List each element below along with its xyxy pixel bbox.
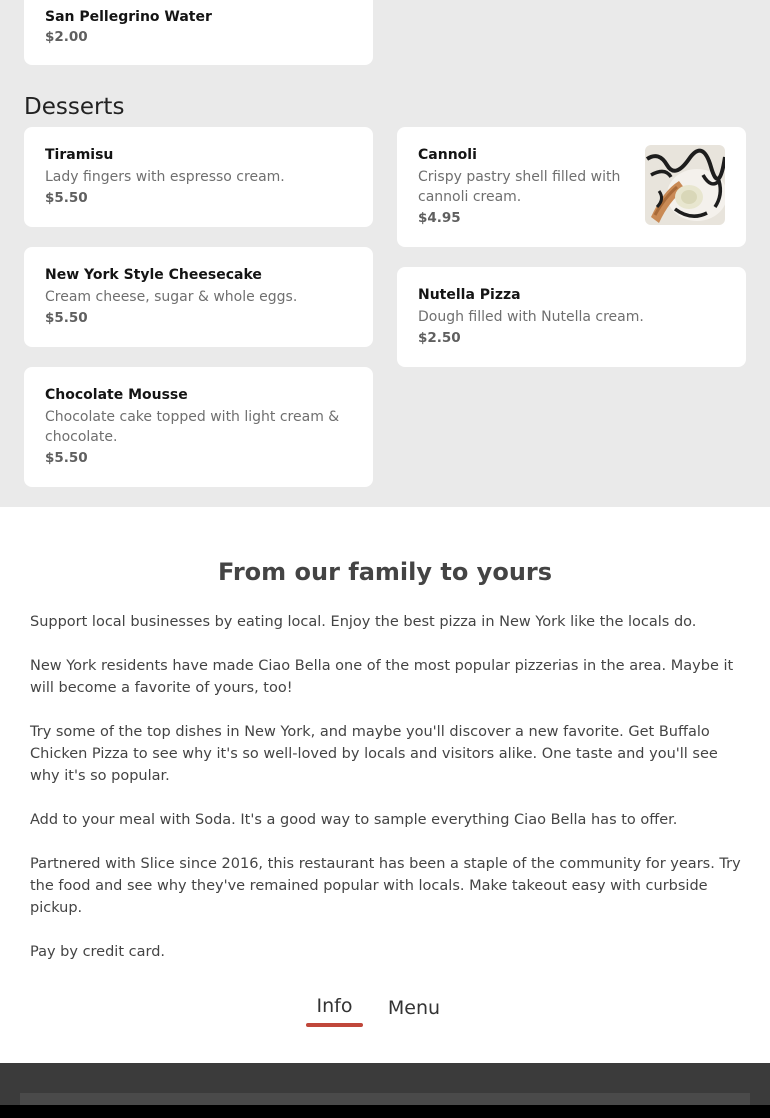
item-description: Chocolate cake topped with light cream & chocolate. — [45, 409, 340, 445]
menu-item-card[interactable] — [24, 127, 373, 227]
item-price: $5.50 — [45, 310, 88, 326]
about-section — [0, 507, 770, 1063]
item-description: Cream cheese, sugar & whole eggs. — [45, 289, 298, 305]
section-heading-desserts: Desserts — [24, 94, 125, 120]
item-description: Lady fingers with espresso cream. — [45, 169, 285, 185]
about-paragraph: Partnered with Slice since 2016, this restaurant has been a staple of the community for years. Try the food and see why they've remained popular with locals. Make takeout easy with curbside pickup. — [30, 856, 741, 916]
item-price: $4.95 — [418, 210, 461, 226]
tab-menu-label: Menu — [387, 997, 441, 1019]
item-description: Crispy pastry shell filled with cannoli cream. — [418, 169, 621, 205]
item-price: $2.00 — [45, 29, 88, 45]
cannoli-photo — [645, 145, 725, 225]
menu-item-card[interactable] — [24, 0, 373, 65]
about-paragraph: Add to your meal with Soda. It's a good way to sample everything Ciao Bella has to offer. — [30, 812, 678, 828]
item-price: $5.50 — [45, 190, 88, 206]
menu-item-card[interactable] — [397, 267, 746, 367]
item-price: $5.50 — [45, 450, 88, 466]
tab-info[interactable] — [306, 995, 363, 1027]
menu-item-card[interactable] — [397, 127, 746, 247]
about-paragraph: Support local businesses by eating local. Enjoy the best pizza in New York like the locals do. — [30, 614, 697, 630]
menu-item-card[interactable] — [24, 247, 373, 347]
item-name: San Pellegrino Water — [45, 9, 212, 25]
item-name: Tiramisu — [45, 147, 114, 163]
cannoli-image-icon — [645, 145, 725, 225]
item-description: Dough filled with Nutella cream. — [418, 309, 644, 325]
menu-item-card[interactable] — [24, 367, 373, 487]
about-paragraph: Try some of the top dishes in New York, and maybe you'll discover a new favorite. Get Buffalo Chicken Pizza to see why it's so well-loved by locals and visitors alike. One taste and you'll see why it's so popular. — [30, 724, 718, 784]
about-title: From our family to yours — [217, 558, 553, 586]
tab-info-label: Info — [316, 995, 353, 1017]
active-tab-indicator — [306, 1023, 363, 1027]
item-name: Chocolate Mousse — [45, 387, 188, 403]
tab-menu[interactable] — [386, 997, 442, 1019]
about-paragraph: Pay by credit card. — [30, 944, 166, 960]
item-name: Cannoli — [418, 147, 477, 163]
item-name: New York Style Cheesecake — [45, 267, 262, 283]
item-name: Nutella Pizza — [418, 287, 521, 303]
bottom-bar — [0, 1105, 770, 1118]
tab-bar — [0, 987, 770, 1037]
menu-section — [0, 0, 770, 507]
about-body — [30, 611, 742, 985]
item-price: $2.50 — [418, 330, 461, 346]
about-paragraph: New York residents have made Ciao Bella one of the most popular pizzerias in the area. Maybe it will become a favorite of yours, too! — [30, 658, 734, 696]
